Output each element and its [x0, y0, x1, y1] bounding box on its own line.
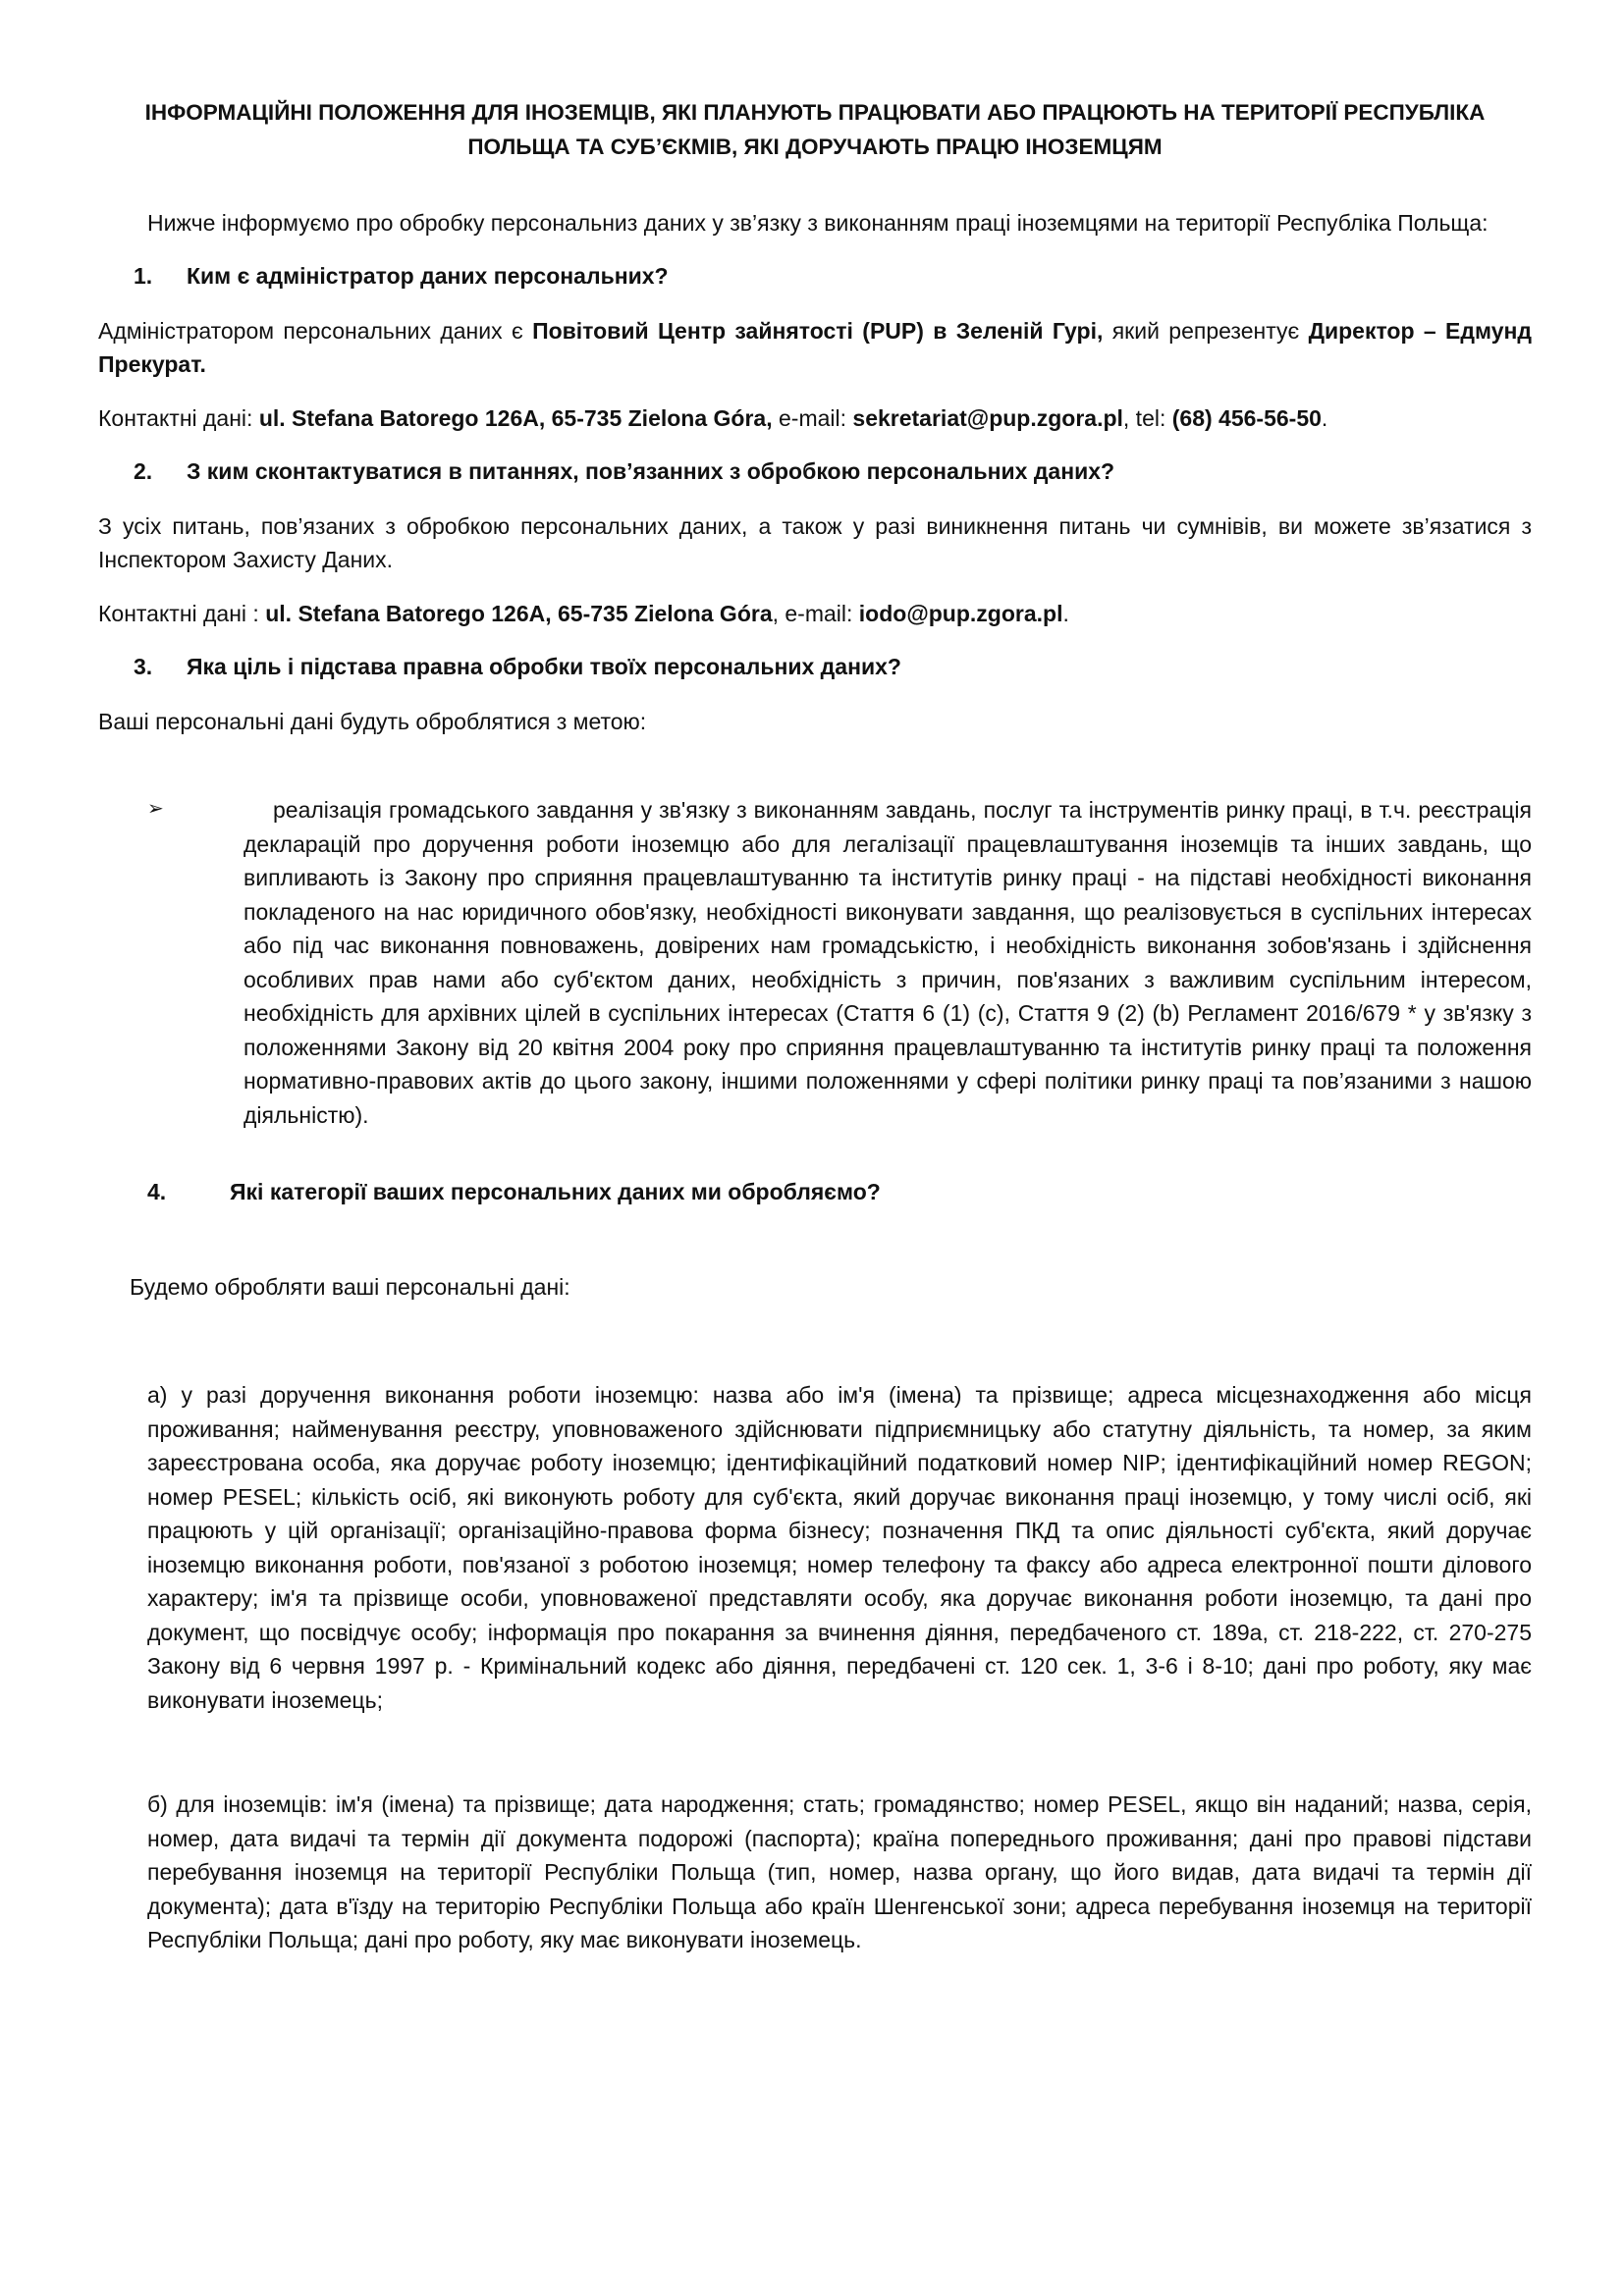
section-1-heading [98, 259, 1532, 294]
section-2-title: З ким сконтактуватися в питаннях, пов’язанних з обробкою персональних даних? [187, 458, 1115, 485]
intro-paragraph: Нижче інформуємо про обробку персональниз даних у зв’язку з виконанням праці іноземцями на території Республіка Польща: [147, 209, 1489, 236]
section-1-admin-paragraph [98, 314, 1532, 382]
tel-suffix: . [1321, 404, 1328, 431]
admin-middle: який репрезентує [1103, 317, 1309, 344]
email-prefix: e-mail: [772, 404, 853, 431]
admin-prefix: Адміністратором персональних даних є [98, 317, 533, 344]
section-1-title: Ким є адміністратор даних персональних? [187, 263, 669, 290]
section-3-text: Ваші персональні дані будуть оброблятися з метою: [98, 708, 647, 734]
section-4-heading [98, 1175, 1532, 1209]
purpose-bullet-text: реалізація громадського завдання у зв'язку з виконанням завдань, послуг та інструментів ринку праці, в т.ч. реєстрація декларацій про доручення роботи іноземцю або для легалізації працевлаштування іноземців та інших завдань, що випливають із Закону про сприяння працевлаштуванню та інститутів ринку праці - на підставі необхідності виконання покладеного на нас юридичного обов'язку, необхідності виконувати завдання, що реалізовується в суспільних інтересах або під час виконання повноважень, довірених нам громадськістю, і необхідність виконання зобов'язань і здійснення особливих прав нами або суб'єктом даних, необхідність з причин, пов'язаних з важливим суспільним інтересом, необхідність для архівних цілей в суспільних інтересах (Стаття 6 (1) (c), Стаття 9 (2) (b) Регламент 2016/679 * у зв'язку з положеннями Закону від 20 квітня 2004 року про сприяння працевлаштуванню та інститутів ринку праці та положення нормативно-правових актів до цього закону, іншими положеннями у сфері політики ринку праці та пов’язаними з нашою діяльністю). [244, 797, 1532, 1128]
section-3-number: 3. [134, 654, 153, 680]
contact-email: sekretariat@pup.zgora.pl [852, 404, 1123, 431]
section-3-heading [98, 650, 1532, 684]
contact-tel: (68) 456-56-50 [1171, 404, 1322, 431]
section-2-heading [98, 454, 1532, 489]
section-1-contact-paragraph [98, 401, 1532, 436]
email-suffix: . [1062, 600, 1069, 626]
arrow-bullet-icon: ➢ [147, 796, 164, 821]
section-2-number: 2. [134, 458, 153, 485]
document-title: ІНФОРМАЦІЙНІ ПОЛОЖЕННЯ ДЛЯ ІНОЗЕМЦІВ, ЯКІ ПЛАНУЮТЬ ПРАЦЮВАТИ АБО ПРАЦЮЮТЬ НА ТЕРИТОРІЇ РЕСПУБЛІКА ПОЛЬЩА ТА СУБ’ЄКМІВ, ЯКІ ДОРУЧАЮТЬ ПРАЦЮ ІНОЗЕМЦЯМ [144, 100, 1486, 159]
data-category-item-a: а) у разі доручення виконання роботи іноземцю: назва або ім'я (імена) та прізвище; адреса місцезнаходження або місця проживання; найменування реєстру, уповноваженого здійснювати підприємницьку або статутну діяльність, та номер, за яким зареєстрована особа, яка доручає роботу іноземцю; ідентифікаційний податковий номер NIP; ідентифікаційний номер REGON; номер PESEL; кількість осіб, які виконують роботу для суб'єкта, який доручає виконання праці іноземцю, у тому числі осіб, які працюють у цій організації; організаційно-правова форма бізнесу; позначення ПКД та опис діяльності суб'єкта, який доручає іноземцю виконання роботи, пов'язаної з роботою іноземця; номер телефону та факсу або адреса електронної пошти ділового характеру; ім'я та прізвище особи, уповноваженої представляти особу, яка доручає виконання роботи іноземцю, та дані про документ, що посвідчує особу; інформація про покарання за вчинення діяння, передбаченого ст. 189а, ст. 218-222, ст. 270-275 Закону від 6 червня 1997 р. - Кримінальний кодекс або діяння, передбачені ст. 120 сек. 1, 3-6 і 8-10; дані про роботу, яку має виконувати іноземець; [147, 1382, 1532, 1713]
document-page [98, 96, 1532, 1957]
contact-email: iodo@pup.zgora.pl [858, 600, 1063, 626]
section-1-number: 1. [134, 263, 153, 290]
section-4-title: Які категорії ваших персональних даних ми обробляємо? [230, 1179, 881, 1205]
purpose-bullet [98, 793, 1532, 1132]
admin-director: Директор – Едмунд Прекурат. [98, 317, 1532, 378]
contact-address: ul. Stefana Batorego 126A, 65-735 Zielona Góra [265, 600, 773, 626]
admin-name: Повітовий Центр зайнятості (PUP) в Зеленій Гурі, [532, 317, 1104, 344]
data-category-item-b: б) для іноземців: ім'я (імена) та прізвище; дата народження; стать; громадянство; номер PESEL, якщо він наданий; назва, серія, номер, дата видачі та термін дії документа подорожі (паспорта); країна попереднього проживання; дані про правові підстави перебування іноземця на території Республіки Польща (тип, номер, назва органу, що його видав, дата видачі та термін дії документа); дата в'їзду на територію Республіки Польща або країн Шенгенської зони; адреса перебування іноземця на території Республіки Польща; дані про роботу, яку має виконувати іноземець. [147, 1791, 1532, 1953]
section-2-text: З усіх питань, пов’язаних з обробкою персональних даних, а також у разі виникнення питань чи сумнівів, ви можете зв’язатися з Інспектором Захисту Даних. [98, 512, 1532, 573]
section-3-title: Яка ціль і підстава правна обробки твоїх персональних даних? [187, 654, 901, 680]
contact-address: ul. Stefana Batorego 126A, 65-735 Zielona Góra, [258, 404, 773, 431]
tel-prefix: , tel: [1122, 404, 1172, 431]
section-4-number: 4. [147, 1179, 167, 1205]
contact-prefix: Контактні дані: [98, 404, 259, 431]
contact-prefix: Контактні дані : [98, 600, 266, 626]
section-4-text: Будемо обробляти ваші персональні дані: [130, 1273, 570, 1300]
email-prefix: , e-mail: [772, 600, 859, 626]
section-2-contact-paragraph [98, 597, 1532, 631]
